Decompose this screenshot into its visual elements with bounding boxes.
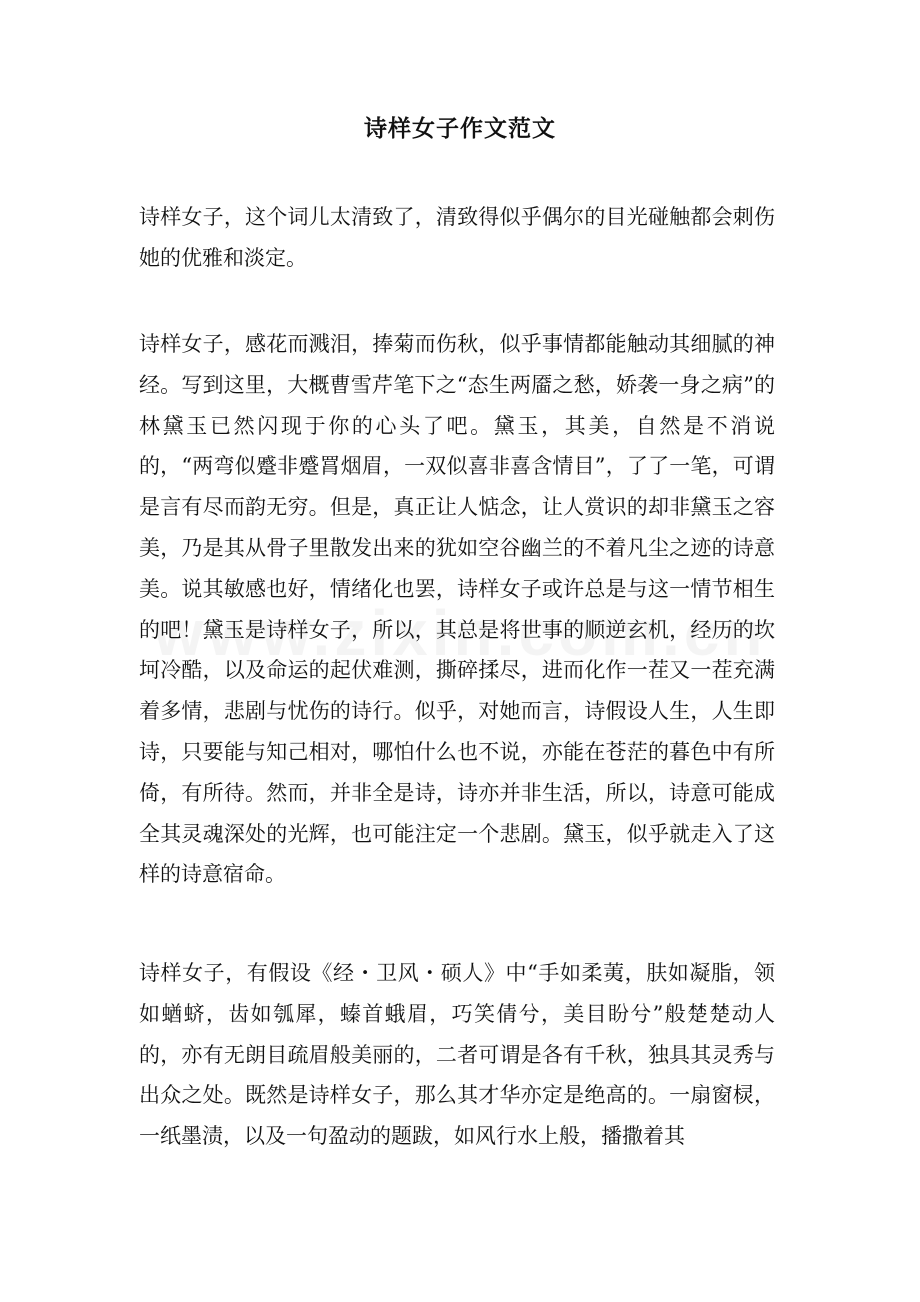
paragraph-3: 诗样女子，有假设《经・卫风・硕人》中“手如柔荑，肤如凝脂，领如蝤蛴，齿如瓠犀，螓首蛾眉，巧笑倩兮，美目盼兮”般楚楚动人的，亦有无朗目疏眉般美丽的，二者可谓是各有千秋，独具其灵秀与出众之处。既然是诗样女子，那么其才华亦定是绝高的。一扇窗棂，一纸墨渍，以及一句盈动的题跋，如风行水上般，播撒着其 [139,961,775,1149]
document-title: 诗样女子作文范文 [364,115,556,142]
paragraph-2: 诗样女子，感花而溅泪，捧菊而伤秋，似乎事情都能触动其细腻的神经。写到这里，大概曹雪芹笔下之“态生两靥之愁，娇袭一身之病”的林黛玉已然闪现于你的心头了吧。黛玉，其美，自然是不消说的，“两弯似蹙非蹙罥烟眉，一双似喜非喜含情目”，了了一笔，可谓是言有尽而韵无穷。但是，真正让人惦念，让人赏识的却非黛玉之容美，乃是其从骨子里散发出来的犹如空谷幽兰的不着凡尘之迹的诗意美。说其敏感也好，情绪化也罢，诗样女子或许总是与这一情节相生的吧！黛玉是诗样女子，所以，其总是将世事的顺逆玄机，经历的坎坷冷酷，以及命运的起伏难测，撕碎揉尽，进而化作一茬又一茬充满着多情，悲剧与忧伤的诗行。似乎，对她而言，诗假设人生，人生即诗，只要能与知己相对，哪怕什么也不说，亦能在苍茫的暮色中有所倚，有所待。然而，并非全是诗，诗亦并非生活，所以，诗意可能成全其灵魂深处的光辉，也可能注定一个悲剧。黛玉，似乎就走入了这样的诗意宿命。 [139,332,775,887]
paragraph-1: 诗样女子，这个词儿太清致了，清致得似乎偶尔的目光碰触都会刺伤她的优雅和淡定。 [139,205,775,270]
